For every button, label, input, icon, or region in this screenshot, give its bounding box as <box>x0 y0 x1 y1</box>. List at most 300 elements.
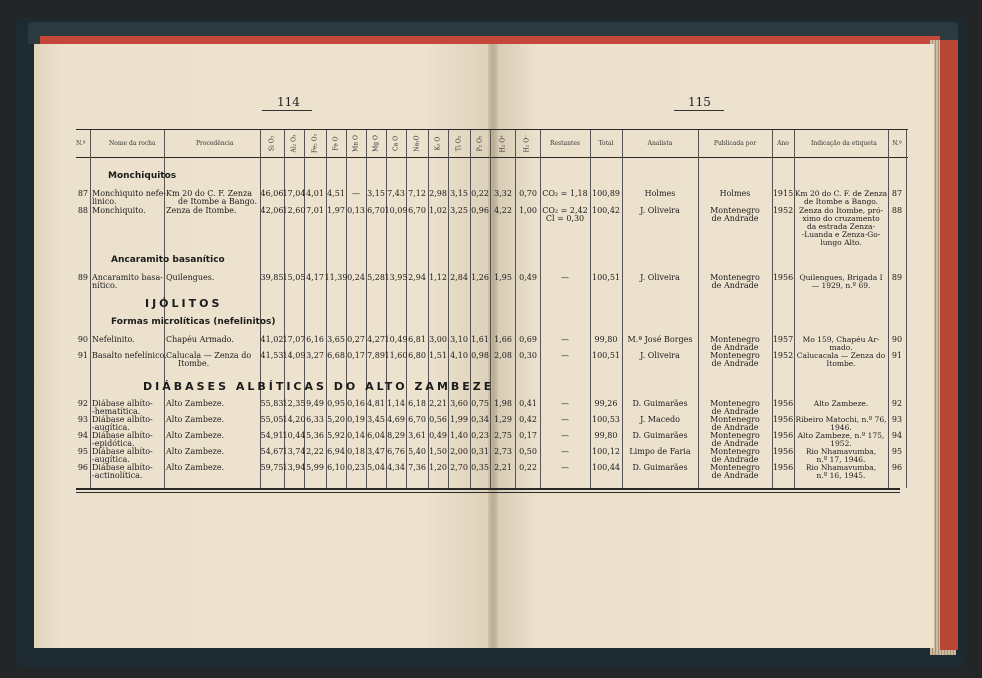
column-header: Ano <box>777 140 789 147</box>
oxide-value: 2,94 <box>408 273 426 282</box>
oxide-value: — <box>352 189 360 198</box>
oxide-value: 17,04 <box>282 189 306 198</box>
oxide-value: 13,95 <box>384 273 408 282</box>
published-by: Montenegro <box>710 273 760 282</box>
rock-name: Diábase albíto- <box>92 447 153 456</box>
row-number: 93 <box>77 415 88 424</box>
label-indication: 1952. <box>830 439 852 448</box>
oxide-value: 5,20 <box>327 415 345 424</box>
oxide-value: 41,02 <box>260 335 284 344</box>
oxide-value: 8,29 <box>387 431 405 440</box>
total: 99,80 <box>594 431 618 440</box>
oxide-value: 4,10 <box>450 351 468 360</box>
column-header: H₂ O⁺ <box>499 134 507 153</box>
oxide-value: 0,98 <box>471 351 489 360</box>
row-number: 89 <box>77 273 88 282</box>
h2o-minus: 1,00 <box>519 206 537 215</box>
oxide-value: 2,70 <box>450 463 468 472</box>
column-header: Si O₂ <box>268 135 276 152</box>
total: 100,12 <box>592 447 620 456</box>
label-indication: n.º 16, 1945. <box>816 471 866 480</box>
provenance: Alto Zambeze. <box>166 431 225 440</box>
analyst: J. Oliveira <box>640 351 680 360</box>
rock-name: Nefelinito. <box>92 335 135 344</box>
oxide-value: 2,21 <box>429 399 447 408</box>
h2o-minus: 0,42 <box>519 415 537 424</box>
h2o-plus: 2,21 <box>494 463 512 472</box>
label-indication: Quilengues, Brigada I <box>799 273 883 282</box>
oxide-value: 3,27 <box>306 351 324 360</box>
oxide-value: 3,65 <box>327 335 345 344</box>
oxide-value: 7,12 <box>408 189 426 198</box>
oxide-value: 6,16 <box>306 335 324 344</box>
oxide-value: 9,49 <box>306 399 324 408</box>
oxide-value: 2,84 <box>450 273 468 282</box>
oxide-value: 1,51 <box>429 351 447 360</box>
row-number: 88 <box>77 206 88 215</box>
h2o-minus: 0,22 <box>519 463 537 472</box>
column-header: Restantes <box>549 140 581 147</box>
row-number-right: 88 <box>891 206 903 215</box>
column-header: P₂ O₅ <box>476 135 484 152</box>
oxide-value: 6,70 <box>367 206 385 215</box>
h2o-minus: 0,50 <box>519 447 537 456</box>
oxide-value: 0,22 <box>471 189 489 198</box>
oxide-value: 13,94 <box>282 463 306 472</box>
oxide-value: 41,53 <box>260 351 284 360</box>
year: 1952 <box>772 206 794 215</box>
label-indication: Rio Nhamavumba, <box>805 447 877 456</box>
year: 1956 <box>772 431 794 440</box>
rock-name: -augítica. <box>92 423 130 432</box>
oxide-value: 4,81 <box>367 399 385 408</box>
row-number-right: 92 <box>891 399 903 408</box>
left-page-number: 114 <box>277 95 300 109</box>
published-by: Montenegro <box>710 206 760 215</box>
row-number-right: 96 <box>891 463 903 472</box>
published-by: Montenegro <box>710 431 760 440</box>
h2o-minus: 0,30 <box>519 351 537 360</box>
oxide-value: 0,27 <box>347 335 365 344</box>
oxide-value: 3,61 <box>408 431 426 440</box>
oxide-value: 4,27 <box>367 335 385 344</box>
oxide-value: 2,98 <box>429 189 447 198</box>
total: 100,42 <box>592 206 620 215</box>
oxide-value: 6,10 <box>327 463 345 472</box>
column-header: Al₂ O₃ <box>290 134 298 153</box>
header-rule-top <box>76 129 908 130</box>
year: 1956 <box>772 273 794 282</box>
provenance: Alto Zambeze. <box>166 447 225 456</box>
label-indication: Itombe. <box>826 359 856 368</box>
oxide-value: 6,18 <box>408 399 426 408</box>
provenance: Quilengues. <box>166 273 215 282</box>
year: 1956 <box>772 415 794 424</box>
oxide-value: 5,92 <box>327 431 345 440</box>
oxide-value: 5,04 <box>367 463 385 472</box>
label-indication: 1946. <box>830 423 852 432</box>
h2o-minus: 0,70 <box>519 189 537 198</box>
oxide-value: 6,70 <box>408 206 426 215</box>
h2o-plus: 1,66 <box>494 335 512 344</box>
restantes: — <box>561 335 569 344</box>
section-heading-ijolitos: IJÓLITOS <box>145 297 223 310</box>
label-indication: da estrada Zenza- <box>806 222 876 231</box>
section-heading-ancaramito: Ancaramito basanítico <box>111 255 225 265</box>
total: 100,44 <box>592 463 620 472</box>
analyst: J. Macedo <box>640 415 680 424</box>
column-header: Indicação da etiqueta <box>811 140 877 147</box>
oxide-value: 0,17 <box>347 351 365 360</box>
row-number-right: 93 <box>891 415 903 424</box>
oxide-value: 7,01 <box>306 206 324 215</box>
section-heading-monchiquitos: Monchiquitos <box>108 171 177 181</box>
published-by: de Andrade <box>711 214 759 223</box>
column-header: N.º <box>76 140 86 147</box>
oxide-value: 1,97 <box>327 206 345 215</box>
year: 1956 <box>772 463 794 472</box>
h2o-minus: 0,49 <box>519 273 537 282</box>
provenance: Alto Zambeze. <box>166 463 225 472</box>
row-number-right: 89 <box>891 273 903 282</box>
h2o-minus: 0,69 <box>519 335 537 344</box>
label-indication: mado. <box>829 343 853 352</box>
row-number-right: 87 <box>891 189 903 198</box>
label-indication: Km 20 do C. F. de Zenza <box>794 189 888 198</box>
oxide-value: 6,33 <box>306 415 324 424</box>
row-number: 96 <box>77 463 88 472</box>
h2o-minus: 0,17 <box>519 431 537 440</box>
analyst: Holmes <box>644 189 676 198</box>
column-header: Nome da rocha <box>109 140 156 147</box>
published-by: Montenegro <box>710 447 760 456</box>
oxide-value: 4,17 <box>306 273 324 282</box>
left-page <box>34 44 494 648</box>
row-number-right: 91 <box>891 351 903 360</box>
oxide-value: 3,45 <box>367 415 385 424</box>
oxide-value: 3,60 <box>450 399 468 408</box>
oxide-value: 1,20 <box>429 463 447 472</box>
published-by: de Andrade <box>711 359 759 368</box>
right-page-number: 115 <box>688 95 711 109</box>
analyst: D. Guimarães <box>632 431 688 440</box>
restantes: CO₂ = 1,18 <box>542 189 588 198</box>
row-number: 91 <box>77 351 88 360</box>
year: 1956 <box>772 447 794 456</box>
oxide-value: 17,07 <box>282 335 306 344</box>
header-rule-bottom <box>76 157 908 158</box>
oxide-value: 4,01 <box>306 189 324 198</box>
oxide-value: 54,67 <box>260 447 284 456</box>
oxide-value: 0,96 <box>471 206 489 215</box>
rock-name: Diábase albíto- <box>92 431 153 440</box>
oxide-value: 13,74 <box>282 447 306 456</box>
oxide-value: 10,49 <box>384 335 408 344</box>
right-page-number-rule <box>674 110 724 111</box>
table-rule-bottom-2 <box>76 492 900 493</box>
rock-name: nítico. <box>92 281 118 290</box>
provenance: de Itombe a Bango. <box>178 197 258 206</box>
total: 99,26 <box>594 399 618 408</box>
oxide-value: 0,23 <box>471 431 489 440</box>
oxide-value: 3,25 <box>450 206 468 215</box>
oxide-value: 0,56 <box>429 415 447 424</box>
row-number: 94 <box>77 431 88 440</box>
analyst: J. Oliveira <box>640 206 680 215</box>
oxide-value: 6,68 <box>327 351 345 360</box>
oxide-value: 1,40 <box>450 431 468 440</box>
column-header: Publicada por <box>713 140 757 147</box>
label-indication: Alto Zambeze. <box>813 399 869 408</box>
left-page-number-rule <box>262 110 312 111</box>
oxide-value: 3,15 <box>450 189 468 198</box>
row-number: 95 <box>77 447 88 456</box>
oxide-value: 7,43 <box>387 189 405 198</box>
published-by: de Andrade <box>711 455 759 464</box>
oxide-value: 0,34 <box>471 415 489 424</box>
column-header: K₂ O <box>434 136 442 151</box>
label-indication: Mo 159, Chapéu Ar- <box>802 335 880 344</box>
oxide-value: 3,15 <box>367 189 385 198</box>
oxide-value: 10,09 <box>384 206 408 215</box>
column-header: Total <box>598 140 614 147</box>
rock-name: Monchiquito nefe- <box>92 189 167 198</box>
oxide-value: 54,91 <box>260 431 284 440</box>
label-indication: -Luanda e Zenza-Go- <box>801 230 881 239</box>
oxide-value: 5,36 <box>306 431 324 440</box>
oxide-value: 1,99 <box>450 415 468 424</box>
rock-name: Diábase albíto- <box>92 463 153 472</box>
total: 100,51 <box>592 351 620 360</box>
provenance: Calucala — Zenza do <box>166 351 252 360</box>
h2o-plus: 2,73 <box>494 447 512 456</box>
oxide-value: 4,34 <box>387 463 405 472</box>
published-by: Montenegro <box>710 415 760 424</box>
published-by: de Andrade <box>711 343 759 352</box>
row-number: 87 <box>77 189 88 198</box>
label-indication: Calucacala — Zenza do <box>796 351 886 360</box>
column-header: Na₂O <box>413 135 421 152</box>
published-by: Montenegro <box>710 399 760 408</box>
rock-name: Diábase albíto- <box>92 415 153 424</box>
rock-name: -augítica. <box>92 455 130 464</box>
analyst: Limpo de Faria <box>629 447 691 456</box>
oxide-value: 0,18 <box>347 447 365 456</box>
column-header: Mn O <box>352 135 360 152</box>
column-header: Procedência <box>196 140 234 147</box>
oxide-value: 0,24 <box>347 273 365 282</box>
label-indication: de Itombe a Bango. <box>803 197 879 206</box>
oxide-value: 0,75 <box>471 399 489 408</box>
section-heading-formas: Formas microlíticas (nefelinitos) <box>111 317 276 327</box>
oxide-value: 4,51 <box>327 189 345 198</box>
oxide-value: 3,47 <box>367 447 385 456</box>
oxide-value: 11,39 <box>324 273 348 282</box>
h2o-plus: 1,95 <box>494 273 512 282</box>
published-by: de Andrade <box>711 281 759 290</box>
analyst: D. Guimarães <box>632 463 688 472</box>
oxide-value: 1,14 <box>387 399 405 408</box>
restantes: Cl = 0,30 <box>545 214 585 223</box>
column-header: Ca O <box>392 136 400 151</box>
column-header: Fe₂ O₃ <box>311 133 319 154</box>
oxide-value: 14,09 <box>282 351 306 360</box>
section-heading-diabases: DIÁBASES ALBÍTICAS DO ALTO ZAMBEZE <box>143 380 495 393</box>
oxide-value: 0,95 <box>327 399 345 408</box>
published-by: Montenegro <box>710 351 760 360</box>
oxide-value: 0,31 <box>471 447 489 456</box>
total: 100,53 <box>592 415 620 424</box>
provenance: Chapéu Armado. <box>166 335 234 344</box>
year: 1957 <box>772 335 794 344</box>
oxide-value: 42,06 <box>260 206 284 215</box>
rock-name: Basalto nefelínico. <box>92 351 167 360</box>
oxide-value: 0,16 <box>347 399 365 408</box>
oxide-value: 2,22 <box>306 447 324 456</box>
row-number-right: 90 <box>891 335 903 344</box>
h2o-plus: 3,32 <box>494 189 512 198</box>
oxide-value: 3,10 <box>450 335 468 344</box>
h2o-minus: 0,41 <box>519 399 537 408</box>
oxide-value: 5,99 <box>306 463 324 472</box>
row-number: 90 <box>77 335 88 344</box>
oxide-value: 55,83 <box>260 399 284 408</box>
label-indication: Rio Nhamavumba, <box>805 463 877 472</box>
rock-name: -hematítica. <box>92 407 141 416</box>
oxide-value: 1,61 <box>471 335 489 344</box>
restantes: — <box>561 273 569 282</box>
h2o-plus: 1,98 <box>494 399 512 408</box>
oxide-value: 6,76 <box>387 447 405 456</box>
restantes: — <box>561 399 569 408</box>
row-number-right: 94 <box>891 431 903 440</box>
oxide-value: 12,35 <box>282 399 306 408</box>
provenance: Km 20 do C. F. Zenza <box>166 189 253 198</box>
year: 1915 <box>772 189 794 198</box>
oxide-value: 0,23 <box>347 463 365 472</box>
restantes: — <box>561 463 569 472</box>
oxide-value: 0,13 <box>347 206 365 215</box>
column-header: Fe O <box>332 136 340 151</box>
label-indication: Ribeiro Matochi, n.º 76, <box>795 415 887 424</box>
label-indication: ximo do cruzamento <box>802 214 880 223</box>
oxide-value: 6,04 <box>367 431 385 440</box>
rock-name: -actinolítica. <box>92 471 143 480</box>
column-header: Ti O₂ <box>455 135 463 152</box>
oxide-value: 1,50 <box>429 447 447 456</box>
published-by: Montenegro <box>710 335 760 344</box>
year: 1956 <box>772 399 794 408</box>
rock-name: -epidótica. <box>92 439 135 448</box>
oxide-value: 4,69 <box>387 415 405 424</box>
restantes: — <box>561 431 569 440</box>
restantes: CO₂ = 2,42 <box>542 206 588 215</box>
h2o-plus: 2,75 <box>494 431 512 440</box>
column-divider <box>90 130 91 488</box>
column-header: N.º <box>892 140 902 147</box>
oxide-value: 0,19 <box>347 415 365 424</box>
total: 99,80 <box>594 335 618 344</box>
provenance: Alto Zambeze. <box>166 415 225 424</box>
oxide-value: 0,35 <box>471 463 489 472</box>
column-header: H₂ O⁻ <box>523 134 531 153</box>
table-rule-bottom <box>76 488 900 490</box>
oxide-value: 11,60 <box>384 351 408 360</box>
oxide-value: 2,00 <box>450 447 468 456</box>
analyst: D. Guimarães <box>632 399 688 408</box>
rock-name: Monchiquito. <box>92 206 146 215</box>
oxide-value: 6,80 <box>408 351 426 360</box>
label-indication: Alto Zambeze, n.º 175, <box>797 431 885 440</box>
published-by: de Andrade <box>711 407 759 416</box>
column-divider <box>906 130 907 488</box>
oxide-value: 55,05 <box>260 415 284 424</box>
label-indication: — 1929, n.º 69. <box>811 281 871 290</box>
analyst: J. Oliveira <box>640 273 680 282</box>
published-by: de Andrade <box>711 423 759 432</box>
oxide-value: 46,06 <box>260 189 284 198</box>
published-by: de Andrade <box>711 471 759 480</box>
oxide-value: 10,44 <box>282 431 306 440</box>
rock-name: linico. <box>92 197 117 206</box>
h2o-plus: 2,08 <box>494 351 512 360</box>
label-indication: Zenza do Itombe, pró- <box>798 206 884 215</box>
row-number: 92 <box>77 399 88 408</box>
oxide-value: 15,05 <box>282 273 306 282</box>
h2o-plus: 4,22 <box>494 206 512 215</box>
published-by: Holmes <box>719 189 751 198</box>
provenance: Zenza de Itombe. <box>166 206 237 215</box>
oxide-value: 7,89 <box>367 351 385 360</box>
column-header: Mg O <box>372 135 380 152</box>
oxide-value: 3,00 <box>429 335 447 344</box>
oxide-value: 6,70 <box>408 415 426 424</box>
provenance: Alto Zambeze. <box>166 399 225 408</box>
oxide-value: 1,26 <box>471 273 489 282</box>
oxide-value: 1,12 <box>429 273 447 282</box>
label-indication: lungo Alto. <box>820 238 862 247</box>
oxide-value: 14,20 <box>282 415 306 424</box>
h2o-plus: 1,29 <box>494 415 512 424</box>
year: 1952 <box>772 351 794 360</box>
oxide-value: 6,81 <box>408 335 426 344</box>
oxide-value: 59,75 <box>260 463 284 472</box>
page-edges-right-red <box>940 40 958 650</box>
rock-name: Diábase albíto- <box>92 399 153 408</box>
restantes: — <box>561 447 569 456</box>
oxide-value: 7,36 <box>408 463 426 472</box>
published-by: de Andrade <box>711 439 759 448</box>
restantes: — <box>561 351 569 360</box>
total: 100,89 <box>592 189 620 198</box>
rock-name: Ancaramito basa- <box>92 273 163 282</box>
published-by: Montenegro <box>710 463 760 472</box>
oxide-value: 39,85 <box>260 273 284 282</box>
oxide-value: 12,60 <box>282 206 306 215</box>
column-header: Analista <box>647 140 673 147</box>
analyst: M.ª José Borges <box>627 335 693 344</box>
row-number-right: 95 <box>891 447 903 456</box>
oxide-value: 0,14 <box>347 431 365 440</box>
oxide-value: 1,02 <box>429 206 447 215</box>
total: 100,51 <box>592 273 620 282</box>
oxide-value: 5,28 <box>367 273 385 282</box>
provenance: Itombe. <box>178 359 210 368</box>
oxide-value: 6,94 <box>327 447 345 456</box>
oxide-value: 0,49 <box>429 431 447 440</box>
label-indication: n.º 17, 1946. <box>816 455 866 464</box>
oxide-value: 5,40 <box>408 447 426 456</box>
